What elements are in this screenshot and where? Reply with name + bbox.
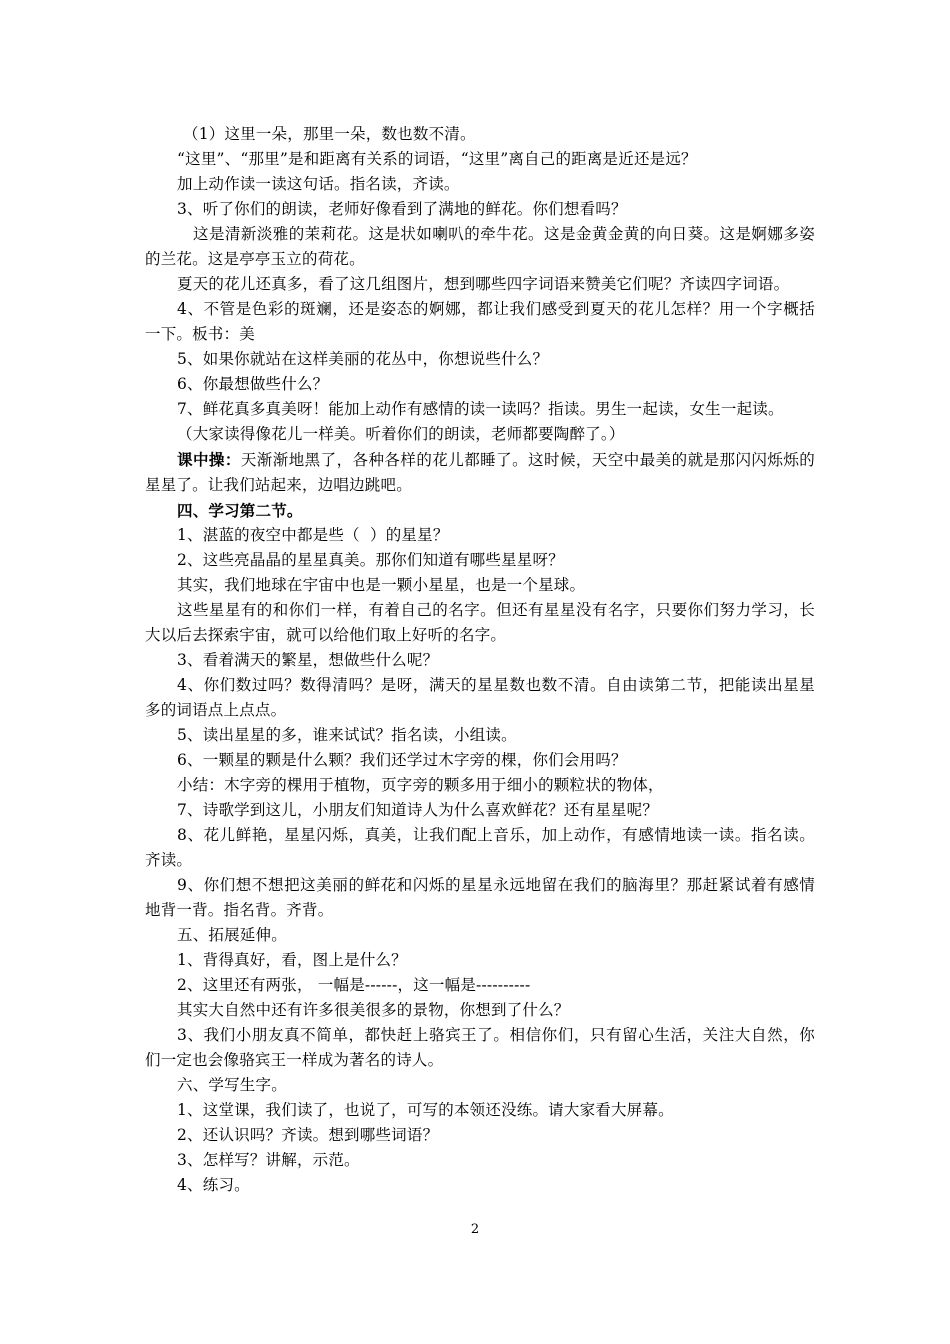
paragraph: 夏天的花儿还真多，看了这几组图片，想到哪些四字词语来赞美它们呢？齐读四字词语。 (177, 275, 790, 293)
paragraph: “这里”、“那里”是和距离有关系的词语，“这里”离自己的距离是近还是远？ (177, 150, 697, 168)
paragraph: 其实，我们地球在宇宙中也是一颗小星星，也是一个星球。 (177, 576, 586, 594)
paragraph: 9、你们想不想把这美丽的鲜花和闪烁的星星永远地留在我们的脑海里？那赶紧试着有感情地背一背。指名背。齐背。 (145, 876, 815, 919)
paragraph: 4、不管是色彩的斑斓，还是姿态的婀娜，都让我们感受到夏天的花儿怎样？用一个字概括一下。板书：美 (145, 300, 815, 343)
paragraph: 4、练习。 (177, 1176, 250, 1194)
paragraph: 1、湛蓝的夜空中都是些（ ）的星星？ (177, 526, 449, 544)
paragraph: 7、诗歌学到这儿，小朋友们知道诗人为什么喜欢鲜花？还有星星呢？ (177, 801, 659, 819)
paragraph: 3、怎样写？讲解，示范。 (177, 1151, 360, 1169)
paragraph: 5、读出星星的多，谁来试试？指名读，小组读。 (177, 726, 517, 744)
paragraph: 6、一颗星的颗是什么颗？我们还学过木字旁的棵，你们会用吗？ (177, 751, 627, 769)
paragraph: 7、鲜花真多真美呀！能加上动作有感情的读一读吗？指读。男生一起读，女生一起读。 (177, 400, 784, 418)
section-heading: 五、拓展延伸。 (177, 926, 287, 944)
paragraph: 4、你们数过吗？数得清吗？是呀，满天的星星数也数不清。自由读第二节，把能读出星星多的词语点上点点。 (145, 676, 815, 719)
paragraph: 其实大自然中还有许多很美很多的景物，你想到了什么？ (177, 1001, 570, 1019)
paragraph: 加上动作读一读这句话。指名读，齐读。 (177, 175, 460, 193)
paragraph: 3、听了你们的朗读，老师好像看到了满地的鲜花。你们想看吗？ (177, 200, 627, 218)
break-exercise-label: 课中操： (177, 450, 241, 469)
paragraph: 2、这里还有两张， 一幅是------，这一幅是---------- (177, 976, 531, 994)
section-heading: 四、学习第二节。 (177, 501, 303, 520)
paragraph: 8、花儿鲜艳，星星闪烁，真美，让我们配上音乐，加上动作，有感情地读一读。指名读。齐读。 (145, 826, 815, 869)
paragraph: （1）这里一朵，那里一朵，数也数不清。 (183, 125, 476, 143)
break-exercise-paragraph (145, 447, 815, 498)
paragraph: 5、如果你就站在这样美丽的花丛中，你想说些什么？ (177, 350, 549, 368)
paragraph: 这是清新淡雅的茉莉花。这是状如喇叭的牵牛花。这是金黄金黄的向日葵。这是婀娜多姿的兰花。这是亭亭玉立的荷花。 (145, 225, 815, 268)
paragraph: （大家读得像花儿一样美。听着你们的朗读，老师都要陶醉了。） (177, 425, 625, 443)
paragraph: 1、背得真好，看，图上是什么？ (177, 951, 407, 969)
document-body (145, 122, 815, 1198)
paragraph: 3、看着满天的繁星，想做些什么呢？ (177, 651, 439, 669)
paragraph: 2、还认识吗？齐读。想到哪些词语？ (177, 1126, 439, 1144)
break-exercise-text: 天渐渐地黑了，各种各样的花儿都睡了。这时候，天空中最美的就是那闪闪烁烁的星星了。让我们站起来，边唱边跳吧。 (145, 451, 815, 494)
paragraph: 小结：木字旁的棵用于植物，页字旁的颗多用于细小的颗粒状的物体， (177, 776, 664, 794)
paragraph: 这些星星有的和你们一样，有着自己的名字。但还有星星没有名字，只要你们努力学习，长大以后去探索宇宙，就可以给他们取上好听的名字。 (145, 601, 815, 644)
paragraph: 3、我们小朋友真不简单，都快赶上骆宾王了。相信你们，只有留心生活，关注大自然，你们一定也会像骆宾王一样成为著名的诗人。 (145, 1026, 815, 1069)
paragraph: 1、这堂课，我们读了，也说了，可写的本领还没练。请大家看大屏幕。 (177, 1101, 674, 1119)
paragraph: 2、这些亮晶晶的星星真美。那你们知道有哪些星星呀？ (177, 551, 564, 569)
page-number: 2 (470, 1222, 480, 1237)
section-heading: 六、学写生字。 (177, 1076, 287, 1094)
paragraph: 6、你最想做些什么？ (177, 375, 329, 393)
